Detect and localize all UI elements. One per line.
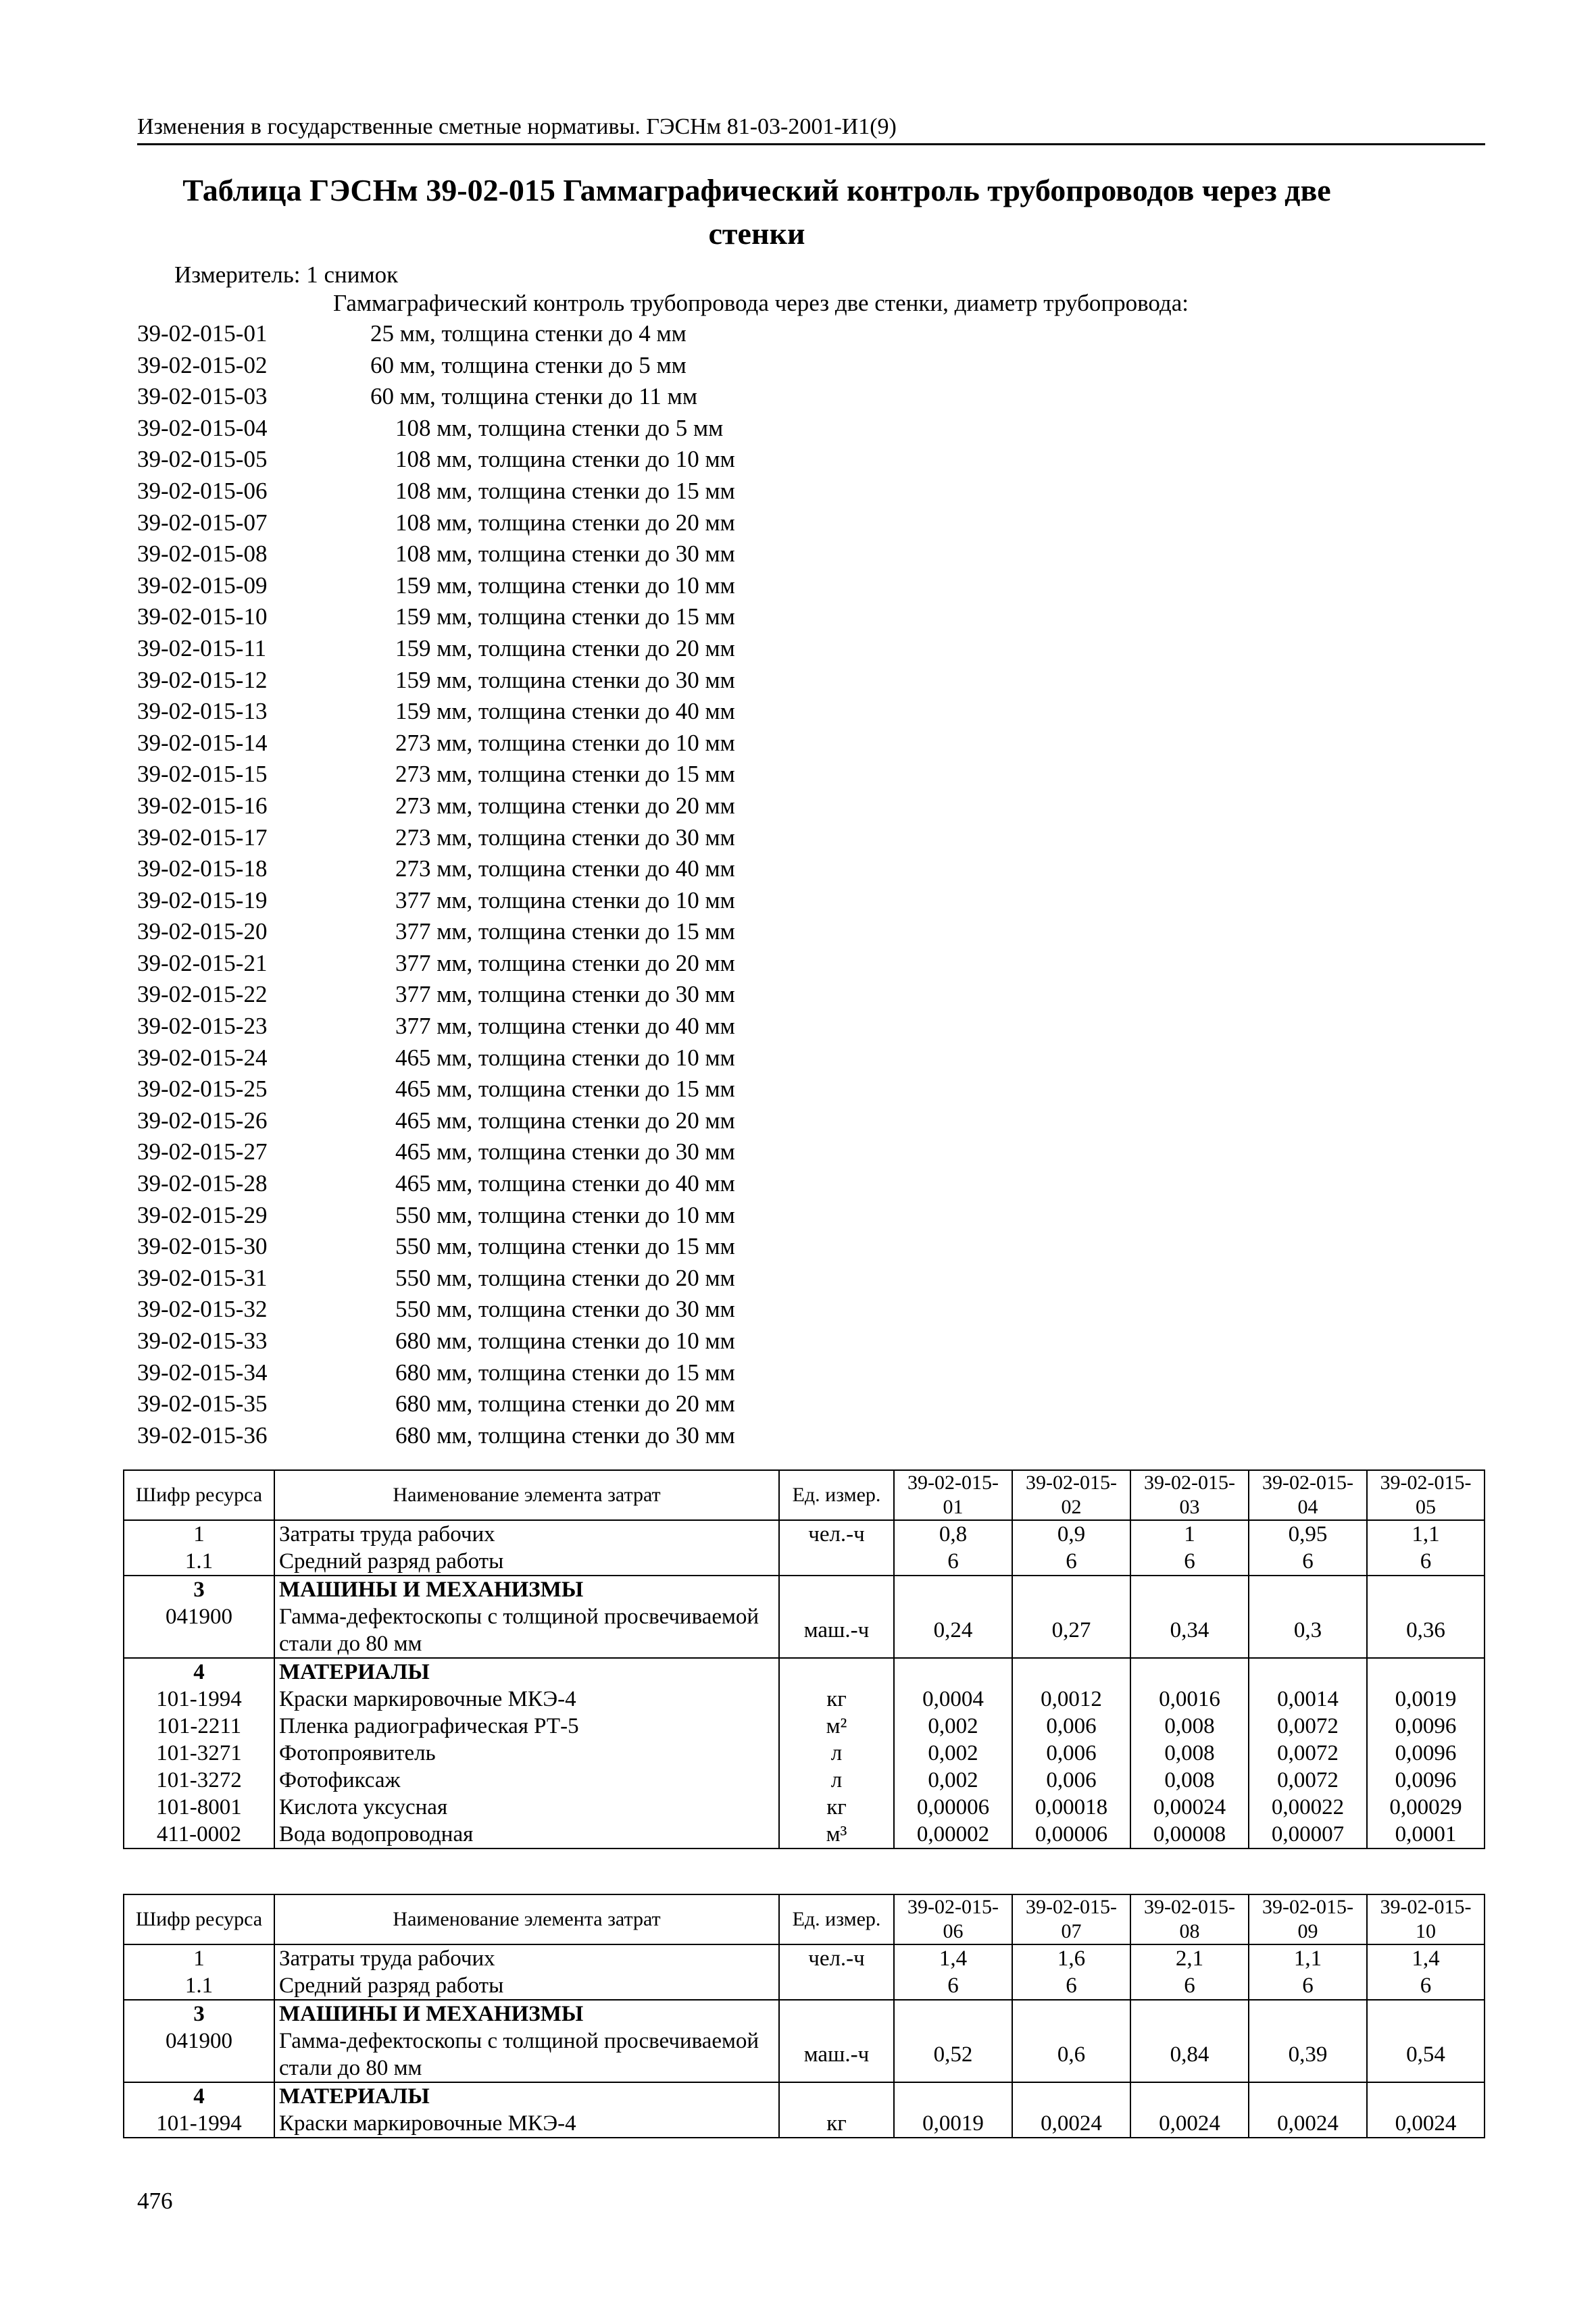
norm-description: 550 мм, толщина стенки до 30 мм (395, 1296, 735, 1323)
norm-description: 680 мм, толщина стенки до 15 мм (395, 1359, 735, 1386)
resource-code: 1.1 (124, 1548, 274, 1576)
column-header-norm: 39-02-015-04 (1249, 1470, 1367, 1520)
resource-value: 0,00006 (894, 1794, 1012, 1821)
resource-unit: маш.-ч (779, 1603, 894, 1658)
resource-value: 6 (1249, 1548, 1367, 1576)
resource-code: 101-1994 (124, 2110, 274, 2138)
empty-cell (1367, 1658, 1485, 1686)
section-row (124, 2082, 1485, 2110)
norm-description: 108 мм, толщина стенки до 10 мм (395, 446, 735, 473)
resource-value: 1,1 (1249, 1944, 1367, 1972)
resource-code: 041900 (124, 1603, 274, 1658)
resource-value: 0,6 (1012, 2028, 1130, 2082)
resource-unit (779, 2000, 894, 2028)
column-header-norm: 39-02-015-06 (894, 1894, 1012, 1944)
resource-value: 0,0019 (1367, 1686, 1485, 1713)
resource-value: 0,8 (894, 1520, 1012, 1548)
table-header-row (124, 1894, 1485, 1944)
resource-unit: маш.-ч (779, 2028, 894, 2082)
norm-description: 273 мм, толщина стенки до 40 мм (395, 855, 735, 882)
norm-code: 39-02-015-19 (137, 886, 268, 913)
resource-value: 2,1 (1130, 1944, 1249, 1972)
resource-unit: кг (779, 1686, 894, 1713)
table-title: Таблица ГЭСНм 39-02-015 Гаммаграфический контроль трубопроводов через две стенки (182, 173, 1331, 251)
resource-code: 1 (124, 1944, 274, 1972)
norm-code: 39-02-015-16 (137, 792, 268, 819)
norm-code: 39-02-015-17 (137, 824, 268, 851)
grade-row (124, 1972, 1485, 2000)
resource-value: 0,002 (894, 1767, 1012, 1794)
resource-name: Кислота уксусная (274, 1794, 779, 1821)
resource-value: 6 (1249, 1972, 1367, 2000)
resource-value: 0,0019 (894, 2110, 1012, 2138)
material-row (124, 1686, 1485, 1713)
table-header-row (124, 1470, 1485, 1520)
norm-code: 39-02-015-09 (137, 572, 268, 599)
norm-description: 60 мм, толщина стенки до 5 мм (370, 351, 687, 378)
material-row (124, 2110, 1485, 2138)
empty-cell (1012, 1576, 1130, 1603)
norm-description: 273 мм, толщина стенки до 10 мм (395, 729, 735, 756)
resource-value: 0,0096 (1367, 1740, 1485, 1767)
resource-unit: кг (779, 2110, 894, 2138)
resource-value: 0,54 (1367, 2028, 1485, 2082)
resource-name: МАТЕРИАЛЫ (274, 1658, 779, 1686)
resource-value: 1,6 (1012, 1944, 1130, 1972)
resource-value: 0,006 (1012, 1767, 1130, 1794)
norm-description: 377 мм, толщина стенки до 40 мм (395, 1013, 735, 1040)
resource-name: Пленка радиографическая РТ-5 (274, 1713, 779, 1740)
resource-unit (779, 2082, 894, 2110)
resource-value: 0,00006 (1012, 1821, 1130, 1848)
norm-code: 39-02-015-08 (137, 540, 268, 568)
column-header-unit: Ед. измер. (779, 1470, 894, 1520)
empty-cell (1249, 2082, 1367, 2110)
empty-cell (1249, 2000, 1367, 2028)
resource-value: 6 (1367, 1972, 1485, 2000)
empty-cell (1367, 2000, 1485, 2028)
resource-value: 6 (894, 1548, 1012, 1576)
empty-cell (894, 1658, 1012, 1686)
norm-description: 465 мм, толщина стенки до 40 мм (395, 1170, 735, 1197)
resource-name: Средний разряд работы (274, 1548, 779, 1576)
resource-value: 0,008 (1130, 1713, 1249, 1740)
resource-name: МАШИНЫ И МЕХАНИЗМЫ (274, 2000, 779, 2028)
norm-description: 550 мм, толщина стенки до 20 мм (395, 1264, 735, 1291)
norm-description: 273 мм, толщина стенки до 15 мм (395, 761, 735, 788)
norm-description: 159 мм, толщина стенки до 30 мм (395, 666, 735, 693)
column-header-norm: 39-02-015-01 (894, 1470, 1012, 1520)
resource-unit: чел.-ч (779, 1520, 894, 1548)
resource-name: Краски маркировочные МКЭ-4 (274, 1686, 779, 1713)
norm-code: 39-02-015-22 (137, 981, 268, 1008)
machine-row (124, 2028, 1485, 2082)
norm-code: 39-02-015-24 (137, 1044, 268, 1071)
empty-cell (1367, 1576, 1485, 1603)
resource-value: 0,0072 (1249, 1740, 1367, 1767)
norm-code: 39-02-015-12 (137, 666, 268, 693)
norm-code: 39-02-015-07 (137, 509, 268, 536)
resource-code: 3 (124, 1576, 274, 1603)
resource-value: 0,0016 (1130, 1686, 1249, 1713)
norm-code: 39-02-015-33 (137, 1328, 268, 1354)
column-header-norm: 39-02-015-08 (1130, 1894, 1249, 1944)
resource-value: 0,0024 (1367, 2110, 1485, 2138)
resource-value: 0,00018 (1012, 1794, 1130, 1821)
norm-code: 39-02-015-14 (137, 729, 268, 756)
resource-value: 0,00008 (1130, 1821, 1249, 1848)
column-header-norm: 39-02-015-03 (1130, 1470, 1249, 1520)
resource-unit: л (779, 1740, 894, 1767)
norm-description: 108 мм, толщина стенки до 15 мм (395, 477, 735, 504)
resource-code: 4 (124, 1658, 274, 1686)
resource-value: 0,27 (1012, 1603, 1130, 1658)
norms-intro: Гаммаграфический контроль трубопровода через две стенки, диаметр трубопровода: (333, 290, 1189, 316)
empty-cell (1012, 2000, 1130, 2028)
norm-description: 550 мм, толщина стенки до 10 мм (395, 1201, 735, 1228)
norm-code: 39-02-015-06 (137, 477, 268, 504)
material-row (124, 1740, 1485, 1767)
resource-value: 0,0024 (1249, 2110, 1367, 2138)
norm-code: 39-02-015-26 (137, 1107, 268, 1134)
resource-value: 0,0096 (1367, 1713, 1485, 1740)
resource-value: 0,0072 (1249, 1767, 1367, 1794)
running-header: Изменения в государственные сметные нормативы. ГЭСНм 81-03-2001-И1(9) (137, 114, 1485, 145)
resource-value: 0,9 (1012, 1520, 1130, 1548)
norm-code: 39-02-015-10 (137, 603, 268, 630)
empty-cell (1249, 1658, 1367, 1686)
grade-row (124, 1548, 1485, 1576)
norm-description: 159 мм, толщина стенки до 40 мм (395, 698, 735, 725)
resource-unit: кг (779, 1794, 894, 1821)
resource-name: МАТЕРИАЛЫ (274, 2082, 779, 2110)
resource-value: 0,006 (1012, 1740, 1130, 1767)
norm-code: 39-02-015-35 (137, 1390, 268, 1417)
resource-code: 3 (124, 2000, 274, 2028)
resource-value: 1,4 (1367, 1944, 1485, 1972)
norm-code: 39-02-015-27 (137, 1138, 268, 1165)
column-header-norm: 39-02-015-10 (1367, 1894, 1485, 1944)
resource-value: 0,52 (894, 2028, 1012, 2082)
resource-value: 0,95 (1249, 1520, 1367, 1548)
norm-code: 39-02-015-36 (137, 1422, 268, 1449)
resource-value: 0,0024 (1012, 2110, 1130, 2138)
section-row (124, 1658, 1485, 1686)
resource-code: 101-1994 (124, 1686, 274, 1713)
empty-cell (894, 1576, 1012, 1603)
resource-unit: л (779, 1767, 894, 1794)
column-header-code: Шифр ресурса (124, 1894, 274, 1944)
norm-code: 39-02-015-05 (137, 446, 268, 473)
resource-name: Вода водопроводная (274, 1821, 779, 1848)
norm-code: 39-02-015-01 (137, 320, 268, 347)
norm-description: 377 мм, толщина стенки до 20 мм (395, 949, 735, 976)
column-header-norm: 39-02-015-05 (1367, 1470, 1485, 1520)
norm-description: 159 мм, толщина стенки до 10 мм (395, 572, 735, 599)
page-number: 476 (137, 2188, 173, 2214)
column-header-norm: 39-02-015-07 (1012, 1894, 1130, 1944)
resource-value: 0,00022 (1249, 1794, 1367, 1821)
norm-code: 39-02-015-28 (137, 1170, 268, 1197)
norm-code: 39-02-015-13 (137, 698, 268, 725)
norm-code: 39-02-015-18 (137, 855, 268, 882)
resource-value: 0,36 (1367, 1603, 1485, 1658)
empty-cell (1130, 1658, 1249, 1686)
resource-code: 041900 (124, 2028, 274, 2082)
resource-value: 0,0012 (1012, 1686, 1130, 1713)
norm-code: 39-02-015-15 (137, 761, 268, 788)
norm-description: 377 мм, толщина стенки до 10 мм (395, 886, 735, 913)
resource-value: 6 (1012, 1972, 1130, 2000)
norm-description: 108 мм, толщина стенки до 20 мм (395, 509, 735, 536)
resource-name: Средний разряд работы (274, 1972, 779, 2000)
resource-value: 0,0024 (1130, 2110, 1249, 2138)
empty-cell (1012, 1658, 1130, 1686)
unit-of-measure: Измеритель: 1 снимок (174, 261, 399, 288)
resource-code: 101-3271 (124, 1740, 274, 1767)
norm-code: 39-02-015-34 (137, 1359, 268, 1386)
norm-description: 377 мм, толщина стенки до 30 мм (395, 981, 735, 1008)
norm-code: 39-02-015-31 (137, 1264, 268, 1291)
column-header-name: Наименование элемента затрат (274, 1894, 779, 1944)
resource-value: 6 (1130, 1548, 1249, 1576)
resource-name: Фотопроявитель (274, 1740, 779, 1767)
material-row (124, 1821, 1485, 1848)
empty-cell (1367, 2082, 1485, 2110)
material-row (124, 1713, 1485, 1740)
resource-value: 1,4 (894, 1944, 1012, 1972)
norm-description: 465 мм, толщина стенки до 10 мм (395, 1044, 735, 1071)
resource-unit (779, 1576, 894, 1603)
resource-value: 1,1 (1367, 1520, 1485, 1548)
norm-description: 465 мм, толщина стенки до 30 мм (395, 1138, 735, 1165)
norm-code: 39-02-015-25 (137, 1076, 268, 1103)
resource-value: 6 (1130, 1972, 1249, 2000)
resource-code: 101-8001 (124, 1794, 274, 1821)
empty-cell (1130, 2082, 1249, 2110)
resource-name: Краски маркировочные МКЭ-4 (274, 2110, 779, 2138)
norm-code: 39-02-015-23 (137, 1013, 268, 1040)
norm-code: 39-02-015-21 (137, 949, 268, 976)
resource-table-1 (123, 1469, 1485, 1849)
norm-code: 39-02-015-03 (137, 383, 268, 410)
column-header-norm: 39-02-015-09 (1249, 1894, 1367, 1944)
empty-cell (894, 2000, 1012, 2028)
resource-code: 101-2211 (124, 1713, 274, 1740)
empty-cell (1130, 1576, 1249, 1603)
norm-description: 60 мм, толщина стенки до 11 мм (370, 383, 697, 410)
empty-cell (1249, 1576, 1367, 1603)
norm-description: 465 мм, толщина стенки до 20 мм (395, 1107, 735, 1134)
empty-cell (1130, 2000, 1249, 2028)
resource-code: 101-3272 (124, 1767, 274, 1794)
norm-code: 39-02-015-02 (137, 351, 268, 378)
resource-value: 0,0001 (1367, 1821, 1485, 1848)
resource-value: 0,006 (1012, 1713, 1130, 1740)
resource-value: 0,0014 (1249, 1686, 1367, 1713)
resource-value: 0,00002 (894, 1821, 1012, 1848)
norm-description: 108 мм, толщина стенки до 5 мм (395, 414, 724, 441)
resource-value: 0,3 (1249, 1603, 1367, 1658)
norm-description: 680 мм, толщина стенки до 20 мм (395, 1390, 735, 1417)
resource-name: Затраты труда рабочих (274, 1944, 779, 1972)
norm-description: 680 мм, толщина стенки до 10 мм (395, 1328, 735, 1354)
resource-unit: чел.-ч (779, 1944, 894, 1972)
norm-description: 108 мм, толщина стенки до 30 мм (395, 540, 735, 568)
resource-name: Фотофиксаж (274, 1767, 779, 1794)
resource-value: 0,00024 (1130, 1794, 1249, 1821)
resource-value: 0,24 (894, 1603, 1012, 1658)
resource-value: 0,0004 (894, 1686, 1012, 1713)
norm-description: 25 мм, толщина стенки до 4 мм (370, 320, 687, 347)
norm-description: 273 мм, толщина стенки до 30 мм (395, 824, 735, 851)
norm-code: 39-02-015-11 (137, 634, 267, 661)
resource-code: 1 (124, 1520, 274, 1548)
resource-value: 6 (1012, 1548, 1130, 1576)
norm-code: 39-02-015-20 (137, 918, 268, 945)
resource-value: 0,0096 (1367, 1767, 1485, 1794)
resource-value: 0,008 (1130, 1767, 1249, 1794)
empty-cell (1012, 2082, 1130, 2110)
resource-name: МАШИНЫ И МЕХАНИЗМЫ (274, 1576, 779, 1603)
resource-name: Гамма-дефектоскопы с толщиной просвечиваемой стали до 80 мм (274, 1603, 779, 1658)
section-row (124, 2000, 1485, 2028)
labor-row (124, 1520, 1485, 1548)
section-row (124, 1576, 1485, 1603)
resource-unit (779, 1972, 894, 2000)
norm-description: 159 мм, толщина стенки до 20 мм (395, 634, 735, 661)
empty-cell (894, 2082, 1012, 2110)
column-header-norm: 39-02-015-02 (1012, 1470, 1130, 1520)
norm-code: 39-02-015-30 (137, 1233, 268, 1260)
resource-code: 4 (124, 2082, 274, 2110)
resource-value: 0,00007 (1249, 1821, 1367, 1848)
norm-code: 39-02-015-04 (137, 414, 268, 441)
resource-value: 0,84 (1130, 2028, 1249, 2082)
column-header-name: Наименование элемента затрат (274, 1470, 779, 1520)
resource-unit: м³ (779, 1821, 894, 1848)
labor-row (124, 1944, 1485, 1972)
resource-name: Затраты труда рабочих (274, 1520, 779, 1548)
resource-unit: м² (779, 1713, 894, 1740)
resource-table-2 (123, 1894, 1485, 2138)
norm-description: 159 мм, толщина стенки до 15 мм (395, 603, 735, 630)
material-row (124, 1794, 1485, 1821)
resource-value: 0,002 (894, 1740, 1012, 1767)
norm-description: 465 мм, толщина стенки до 15 мм (395, 1076, 735, 1103)
column-header-code: Шифр ресурса (124, 1470, 274, 1520)
material-row (124, 1767, 1485, 1794)
resource-value: 0,00029 (1367, 1794, 1485, 1821)
resource-value: 0,34 (1130, 1603, 1249, 1658)
resource-unit (779, 1658, 894, 1686)
norm-description: 377 мм, толщина стенки до 15 мм (395, 918, 735, 945)
resource-value: 0,0072 (1249, 1713, 1367, 1740)
resource-value: 6 (1367, 1548, 1485, 1576)
resource-name: Гамма-дефектоскопы с толщиной просвечиваемой стали до 80 мм (274, 2028, 779, 2082)
resource-value: 0,002 (894, 1713, 1012, 1740)
resource-value: 1 (1130, 1520, 1249, 1548)
norm-description: 550 мм, толщина стенки до 15 мм (395, 1233, 735, 1260)
norm-code: 39-02-015-29 (137, 1201, 268, 1228)
resource-code: 411-0002 (124, 1821, 274, 1848)
machine-row (124, 1603, 1485, 1658)
resource-value: 0,008 (1130, 1740, 1249, 1767)
resource-value: 0,39 (1249, 2028, 1367, 2082)
column-header-unit: Ед. измер. (779, 1894, 894, 1944)
resource-code: 1.1 (124, 1972, 274, 2000)
resource-unit (779, 1548, 894, 1576)
norm-code: 39-02-015-32 (137, 1296, 268, 1323)
resource-value: 6 (894, 1972, 1012, 2000)
norm-description: 273 мм, толщина стенки до 20 мм (395, 792, 735, 819)
norm-description: 680 мм, толщина стенки до 30 мм (395, 1422, 735, 1449)
